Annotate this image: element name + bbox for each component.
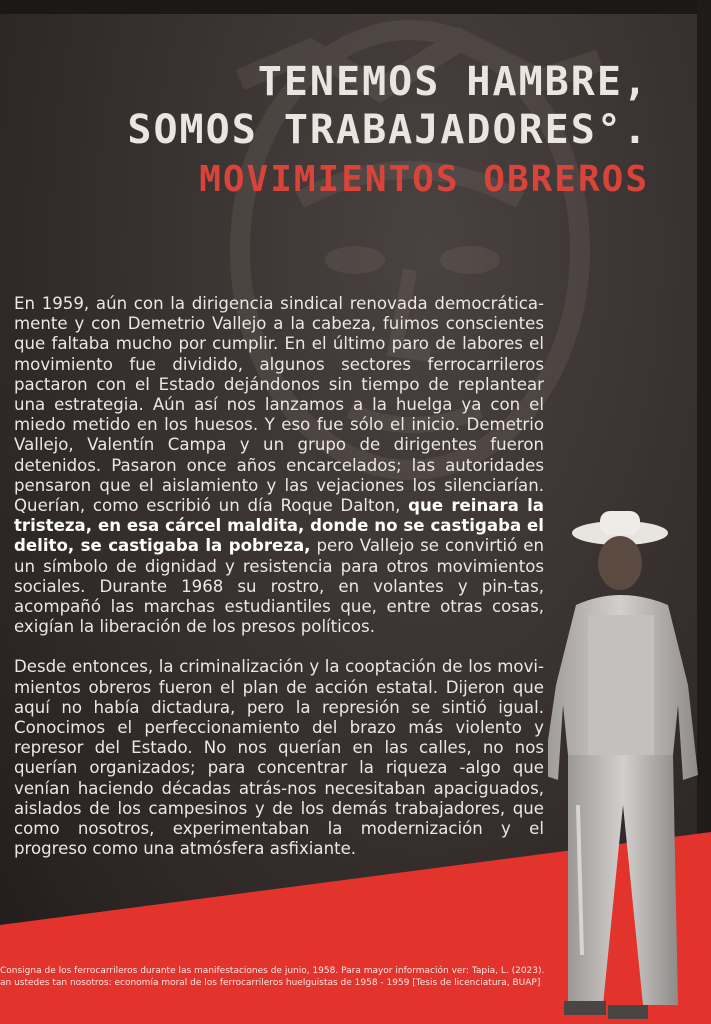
title-line-2: SOMOS TRABAJADORES°.	[127, 107, 649, 153]
paragraph-1	[14, 294, 544, 637]
body-text	[14, 294, 544, 879]
footnote	[0, 965, 544, 989]
railroad-worker-photo	[548, 505, 711, 1020]
footnote-line-1: Consigna de los ferrocarrileros durante las manifestaciones de junio, 1958. Para mayor información ver: Tapia, L. (2023).	[0, 966, 545, 976]
title-subheading: MOVIMIENTOS OBREROS	[199, 159, 649, 200]
footnote-line-2: an ustedes tan nosotros: economía moral de los ferrocarrileros huelguistas de 1958 - 1959 [Tesis de licenciatura, BUAP]	[0, 978, 541, 988]
paragraph-1-start: En 1959, aún con la dirigencia sindical renovada democrática-mente y con Demetrio Vallejo a la cabeza, fuimos conscientes que faltaba mucho por cumplir. En el último paro de labores el movimiento fue dividido, algunos sectores ferrocarrileros pactaron con el Estado dejándonos sin tiempo de replantear una estrategia. Aún así nos lanzamos a la huelga ya con el miedo metido en los huesos. Y eso fue sólo el inicio. Demetrio Vallejo, Valentín Campa y un grupo de dirigentes fueron detenidos. Pasaron once años encarcelados; las autoridades pensaron que el aislamiento y las vejaciones los silenciarían. Querían, como escribió un día Roque Dalton,	[14, 294, 544, 516]
title-line-1: TENEMOS HAMBRE,	[257, 59, 649, 105]
paragraph-2: Desde entonces, la criminalización y la cooptación de los movi-mientos obreros fueron el plan de acción estatal. Dijeron que aquí no había dictadura, pero la represión se sintió igual. Conocimos el perfeccionamiento del brazo más violento y represor del Estado. No nos querían en las calles, no nos querían organizados; para concentrar la riqueza -algo que venían haciendo décadas atrás-nos necesitaban apaciguados, aislados de los campesinos y de los demás trabajadores, que como nosotros, experimentaban la modernización y el progreso como una atmósfera asfixiante.	[14, 657, 544, 859]
paragraph-1-end: pero Vallejo se convirtió en un símbolo de dignidad y resistencia para otros movimientos sociales. Durante 1968 su rostro, en volantes y pin-tas, acompañó las marchas estudiantiles que, entre otras cosas, exigían la liberación de los presos políticos.	[14, 536, 544, 637]
quote-highlight: que reinara la tristeza, en esa cárcel maldita, donde no se castigaba el delito, se castigaba la pobreza,	[14, 496, 544, 556]
